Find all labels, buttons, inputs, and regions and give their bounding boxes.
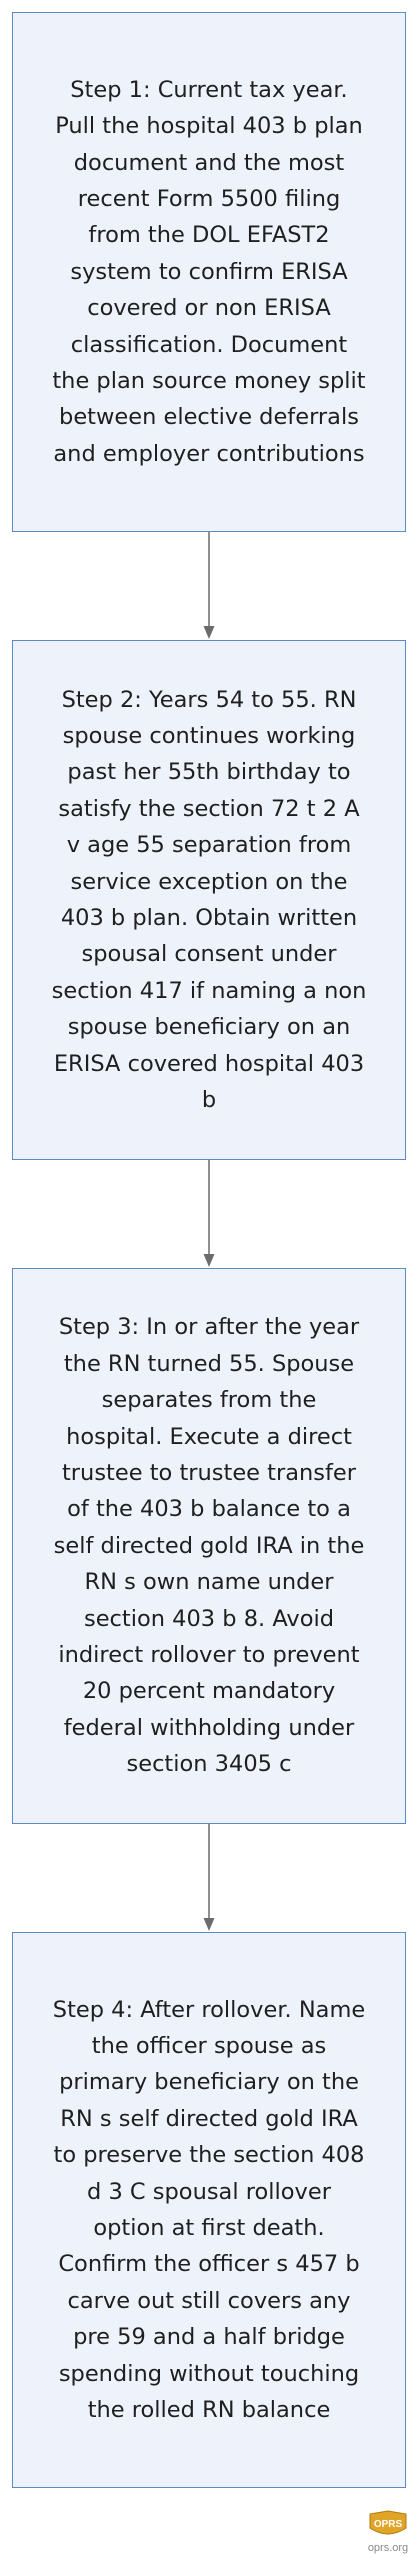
oprs-logo-icon — [366, 2510, 410, 2540]
step-3-text: Step 3: In or after the year the RN turned 55. Spouse separates from the hospital. Execute a direct trustee to trustee transfer of the 403 b balance to a self directed gold IRA in the RN s own name under section 403 b 8. Avoid indirect rollover to prevent 20 percent mandatory federal withholding under section 3405 c — [53, 1314, 365, 1778]
connector-arrow-3 — [0, 1824, 420, 1932]
watermark-logo-text: OPRS — [373, 2519, 403, 2530]
step-2-box — [12, 640, 406, 1160]
step-3-box — [12, 1268, 406, 1824]
step-1-box — [12, 12, 406, 532]
step-4-box — [12, 1932, 406, 2488]
step-2-text: Step 2: Years 54 to 55. RN spouse continues working past her 55th birthday to satisfy the section 72 t 2 A v age 55 separation from service exception on the 403 b plan. Obtain written spousal consent under section 417 if naming a non spouse beneficiary on an ERISA covered hospital 403 b — [51, 686, 367, 1114]
watermark-url: oprs.org — [367, 2542, 409, 2554]
step-4-text: Step 4: After rollover. Name the officer spouse as primary beneficiary on the RN s self directed gold IRA to preserve the section 408 d 3 C spousal rollover option at first death. Confirm the officer s 457 b carve out still covers any pre 59 and a half bridge spending without touching the rolled RN balance — [52, 1996, 366, 2424]
watermark — [364, 2510, 412, 2554]
connector-arrow-1 — [0, 532, 420, 640]
connector-arrow-2 — [0, 1160, 420, 1268]
step-1-text: Step 1: Current tax year. Pull the hospital 403 b plan document and the most recent Form 5500 filing from the DOL EFAST2 system to confirm ERISA covered or non ERISA classification. Document the plan source money split between elective deferrals and employer contributions — [52, 76, 366, 467]
